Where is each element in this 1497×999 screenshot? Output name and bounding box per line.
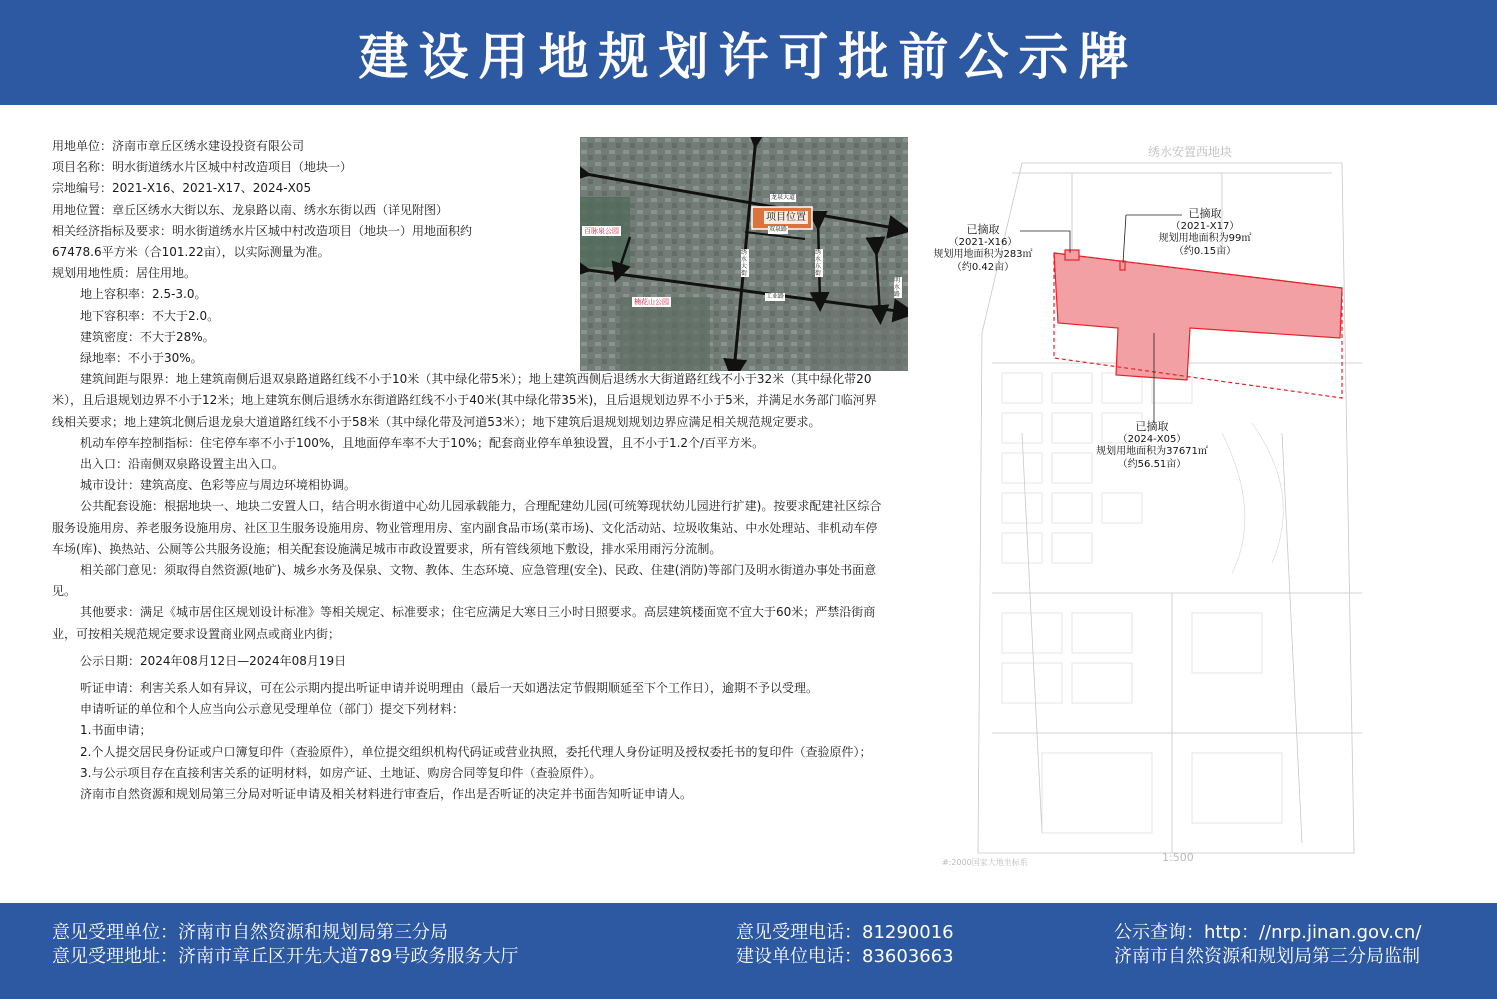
paragraph-other: 其他要求：满足《城市居住区规划设计标准》等相关规定、标准要求；住宅应满足大寒日三小时日照要求。高层建筑楼面宽不宜大于60米；严禁沿街商业，可按相关规范规定要求设置商业网点或商业内街； [52,605,876,641]
header-banner [0,0,1497,105]
road-south-label: 工业路 [766,293,785,300]
indicator-far: 地上容积率：2.5-3.0。 [80,287,207,302]
parcel-label-2021-x16: 已摘取 （2021-X16） 规划用地面积为283㎡ （约0.42亩） [933,223,1033,273]
text-line: 67478.6平方米（合101.22亩），以实际测量为准。 [52,245,330,260]
footer-supervisor: 济南市自然资源和规划局第三分局监制 [1114,946,1420,967]
road-east-label: 绣水东街 [815,249,822,277]
paragraph-design: 城市设计：建筑高度、色彩等应与周边环境相协调。 [80,478,357,493]
road-west-label: 绣水大街 [741,249,748,277]
footer-dept: 意见受理单位：济南市自然资源和规划局第三分局 [52,922,448,943]
plan-scale: 1:500 [1162,851,1194,864]
hearing-application: 听证申请：利害关系人如有异议，可在公示期内提出听证申请并说明理由（最后一天如遇法定节假期顺延至下个工作日），逾期不予以受理。 [80,681,819,696]
hearing-review: 济南市自然资源和规划局第三分局对听证申请及相关材料进行审查后，作出是否听证的决定并书面告知听证申请人。 [80,787,693,802]
hearing-materials: 申请听证的单位和个人应当向公示意见受理单位（部门）提交下列材料： [80,702,465,717]
road-north-label: 龙泉大道 [771,194,796,201]
indicator-green: 绿地率：不小于30%。 [80,351,203,366]
text-line: 宗地编号：2021-X16、2021-X17、2024-X05 [52,181,312,196]
road-far-east-label: 明水路 [894,277,901,298]
park-south-label: 楠花山公园 [634,298,669,306]
paragraph-setback: 建筑间距与限界：地上建筑南侧后退双泉路道路红线不小于10米（其中绿化带5米）；地上建筑西侧后退绣水大街道路红线不小于32米（其中绿化带20米），且后退规划边界不小于12米；地上建筑东侧后退绣水东街道路红线不小于40米(其中绿化带35米)，且后退规划边界不小于5米，并满足水务部门临河界线相关要求；地上建筑北侧后退龙泉大道道路红线不小于58米（其中绿化带及河道53米）；地下建筑后退规划规划边界应满足相关规范规定要求。 [52,372,877,429]
hearing-item-3: 3.与公示项目存在直接利害关系的证明材料，如房产证、土地证、购房合同等复印件（查验原件）。 [80,765,602,780]
footer-phone: 意见受理电话：81290016 [736,922,954,943]
paragraph-facilities: 公共配套设施：根据地块一、地块二安置人口，结合明水街道中心幼儿园承载能力，合理配建幼儿园(可统筹现状幼儿园进行扩建)。按要求配建社区综合服务设施用房、养老服务设施用房、社区卫生服务设施用房、物业管理用房、室内副食品市场(菜市场)、文化活动站、垃圾收集站、中水处理站、非机动车停车场(库)、换热站、公厕等公共服务设施；相关配套设施满足城市市政设置要求，所有管线须地下敷设，排水采用雨污分流制。 [52,499,882,556]
text-line: 用地单位：济南市章丘区绣水建设投资有限公司 [52,139,305,153]
hearing-item-2: 2.个人提交居民身份证或户口簿复印件（查验原件），单位提交组织机构代码证或营业执照，委托代理人身份证明及授权委托书的复印件（查验原件）； [80,744,872,759]
project-location-label: 项目位置 [766,212,806,223]
indicator-underground: 地下容积率：不大于2.0。 [80,308,220,323]
parcel-2021-x17 [1120,261,1125,270]
parcel-2021-x16 [1065,250,1079,260]
text-line: 规划用地性质：居住用地。 [52,266,197,281]
footer-query-link[interactable]: 公示查询：http：//nrp.jinan.gov.cn/ [1114,922,1422,943]
page-title: 建设用地规划许可批前公示牌 [358,27,1139,86]
road-mid-label: 双泉路 [769,226,788,233]
indicator-density: 建筑密度：不大于28%。 [80,329,215,344]
location-map [580,137,908,371]
plan-top-title: 绣水安置西地块 [1148,145,1233,159]
paragraph-entrance: 出入口：沿南侧双泉路设置主出入口。 [80,457,285,472]
parcel-label-2024-x05: 已摘取 （2024-X05） 规划用地面积为37671㎡ （约56.51亩） [1096,420,1208,470]
footer-banner [0,903,1497,999]
notice-date: 公示日期：2024年08月12日—2024年08月19日 [80,653,347,668]
plan-coordinate-note: #:2000国家大地坐标系 [942,858,1028,867]
parcel-label-2021-x17: 已摘取 （2021-X17） 规划用地面积为99㎡ （约0.15亩） [1158,207,1252,257]
site-plan-map [922,133,1442,885]
text-line: 项目名称：明水街道绣水片区城中村改造项目（地块一） [52,160,353,175]
paragraph-departments: 相关部门意见：须取得自然资源(地矿)、城乡水务及保泉、文物、教体、生态环境、应急管理(安全)、民政、住建(消防)等部门及明水街道办事处书面意见。 [52,563,877,599]
parcel-2024-x05 [1054,253,1342,380]
park-west-label: 百脉泉公园 [584,227,619,235]
footer-builder-phone: 建设单位电话：83603663 [736,946,954,967]
hearing-item-1: 1.书面申请； [80,723,152,738]
text-line: 用地位置：章丘区绣水大街以东、龙泉路以南、绣水东街以西（详见附图） [52,202,449,217]
text-line: 相关经济指标及要求：明水街道绣水片区城中村改造项目（地块一）用地面积约 [52,223,473,238]
footer-address: 意见受理地址：济南市章丘区开先大道789号政务服务大厅 [52,946,519,967]
paragraph-parking: 机动车停车控制指标：住宅停车率不小于100%，且地面停车率不大于10%；配套商业停车单独设置，且不小于1.2个/百平方米。 [80,435,765,450]
